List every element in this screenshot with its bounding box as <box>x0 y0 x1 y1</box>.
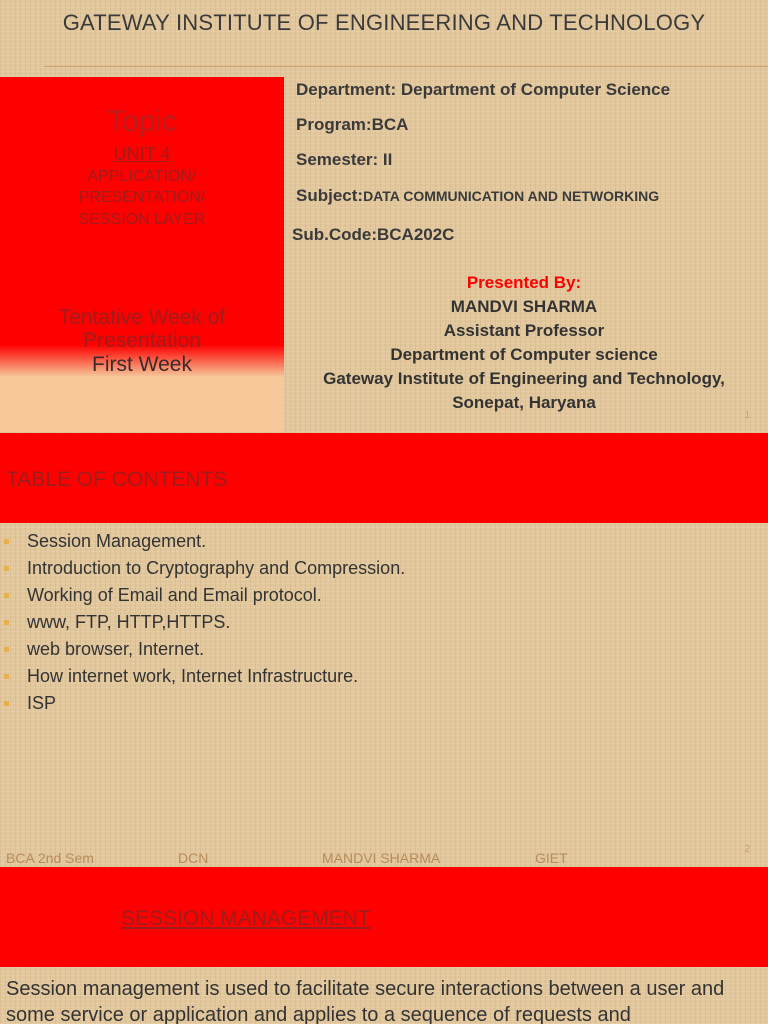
session-header-bar <box>0 867 768 967</box>
bullet-icon <box>4 674 9 679</box>
list-item-text: ISP <box>27 693 57 713</box>
page-number: 2 <box>744 844 750 855</box>
toc-title: TABLE OF CONTENTS <box>6 468 228 491</box>
list-item-text: Introduction to Cryptography and Compression. <box>27 558 406 578</box>
topic-heading: Topic <box>106 105 178 138</box>
tentative-week-label <box>0 306 284 352</box>
title-slide <box>0 0 768 432</box>
bullet-icon <box>4 620 9 625</box>
contents-slide <box>0 432 768 866</box>
list-item-text: How internet work, Internet Infrastructure. <box>27 666 359 686</box>
tentative-week-label-line: Tentative Week of <box>58 306 226 329</box>
presenter-institute: Gateway Institute of Engineering and Technology, <box>323 369 725 388</box>
bullet-icon <box>4 647 9 652</box>
presenter-location: Sonepat, Haryana <box>452 393 596 412</box>
list-item <box>0 583 768 610</box>
subcode-info: Sub.Code:BCA202C <box>292 225 455 244</box>
list-item <box>0 610 768 637</box>
presented-by-label: Presented By: <box>466 273 582 292</box>
topic-panel <box>0 77 284 432</box>
toc-header-bar <box>0 433 768 523</box>
semester-info: Semester: II <box>296 150 393 169</box>
bullet-icon <box>4 539 9 544</box>
footer-subject: DCN <box>178 850 209 866</box>
tentative-week-label-line: Presentation <box>83 329 201 352</box>
subject-value: DATA COMMUNICATION AND NETWORKING <box>363 188 660 204</box>
session-paragraph: Session management is used to facilitate secure interactions between a user and some service or application and applies to a sequence of requests and <box>6 978 725 1024</box>
unit-subtitle-line: APPLICATION/ <box>87 168 197 185</box>
list-item-text: Working of Email and Email protocol. <box>27 585 322 605</box>
unit-subtitle-line: PRESENTATION/ <box>78 189 206 206</box>
list-item-text: www, FTP, HTTP,HTTPS. <box>27 612 231 632</box>
footer-semester: BCA 2nd Sem <box>6 850 94 866</box>
list-item <box>0 691 768 718</box>
list-item-text: Session Management. <box>27 531 207 551</box>
subject-info <box>296 186 659 206</box>
list-item <box>0 556 768 583</box>
unit-label: UNIT 4 <box>113 144 171 164</box>
unit-subtitle-line: SESSION LAYER <box>78 211 206 228</box>
page-number: 1 <box>744 410 750 421</box>
subject-prefix: Subject: <box>296 186 364 205</box>
toc-list <box>0 529 768 718</box>
list-item <box>0 637 768 664</box>
bullet-icon <box>4 701 9 706</box>
footer-institute: GIET <box>535 850 568 866</box>
institute-title: GATEWAY INSTITUTE OF ENGINEERING AND TECHNOLOGY <box>62 10 706 35</box>
bullet-icon <box>4 593 9 598</box>
list-item <box>0 529 768 556</box>
list-item <box>0 664 768 691</box>
session-management-slide <box>0 866 768 1024</box>
title-divider <box>44 66 768 67</box>
bullet-icon <box>4 566 9 571</box>
session-title: SESSION MANAGEMENT <box>121 907 371 930</box>
presenter-department: Department of Computer science <box>390 345 658 364</box>
program-info: Program:BCA <box>296 115 409 134</box>
footer-author: MANDVI SHARMA <box>322 850 441 866</box>
presenter-name: MANDVI SHARMA <box>450 297 598 316</box>
department-info: Department: Department of Computer Science <box>296 80 671 99</box>
presenter-designation: Assistant Professor <box>443 321 605 340</box>
tentative-week-value: First Week <box>92 353 192 376</box>
list-item-text: web browser, Internet. <box>27 639 205 659</box>
